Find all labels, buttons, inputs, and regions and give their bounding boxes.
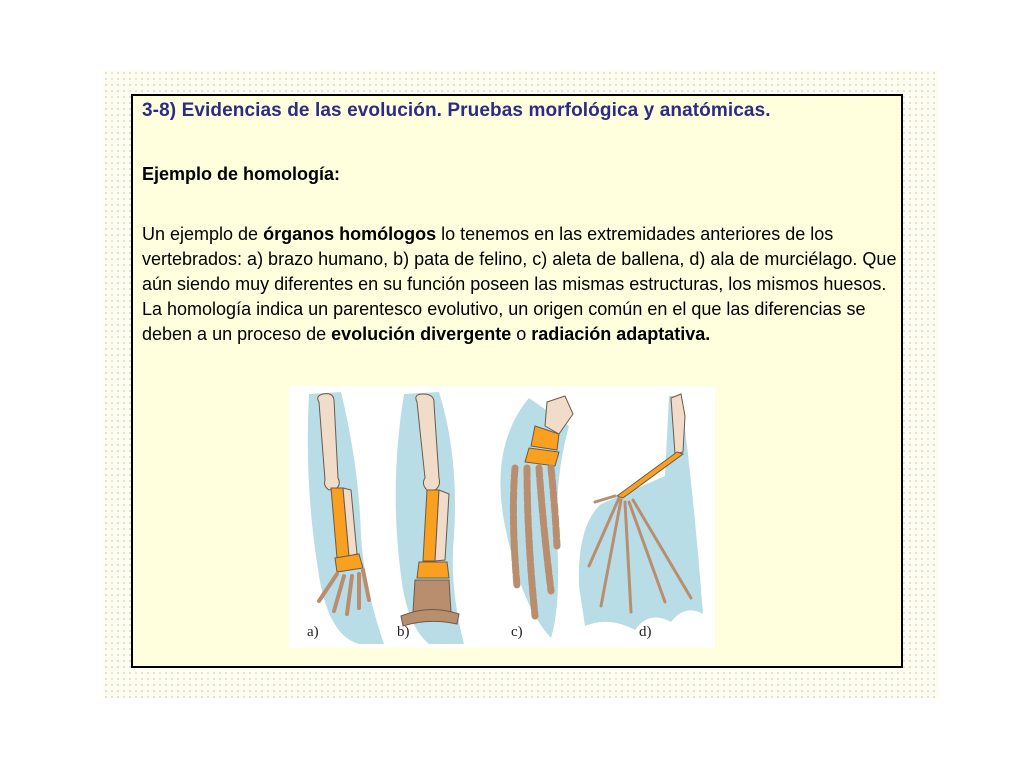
term-divergent-evolution: evolución divergente xyxy=(331,324,512,344)
homology-figure xyxy=(289,386,715,648)
label-d: d) xyxy=(639,624,652,640)
para-text-1: Un ejemplo de xyxy=(142,224,264,244)
cat-metacarpals xyxy=(413,580,451,612)
whale-humerus xyxy=(545,396,573,434)
term-adaptive-radiation: radiación adaptativa. xyxy=(531,324,711,344)
body-paragraph xyxy=(142,222,902,347)
term-homologous-organs: órganos homólogos xyxy=(263,224,437,244)
para-text-2: lo tenemos en las extremidades anteriores de los vertebrados: a) brazo humano, b) pata de felino, c) aleta de ballena, d) ala de murciélago. Que aún siendo muy diferentes en su función poseen las mismas estructuras, los mismos huesos. La homología indica un parentesco evolutivo, un origen común en el que las diferencias se deben a un proceso de xyxy=(142,224,897,344)
limb-illustration xyxy=(289,386,715,648)
label-b: b) xyxy=(397,624,410,640)
slide-title: 3-8) Evidencias de las evolución. Pruebas morfológica y anatómicas. xyxy=(142,100,771,121)
para-text-3: o xyxy=(511,324,532,344)
content-card xyxy=(131,94,903,668)
human-arm-illustration xyxy=(308,392,384,644)
cat-wrist xyxy=(417,562,449,578)
label-a: a) xyxy=(307,624,319,640)
label-c: c) xyxy=(511,624,523,640)
section-subtitle: Ejemplo de homología: xyxy=(142,164,341,184)
bat-wing-illustration xyxy=(579,394,703,630)
whale-flipper-illustration xyxy=(500,396,573,638)
cat-leg-illustration xyxy=(396,392,464,644)
